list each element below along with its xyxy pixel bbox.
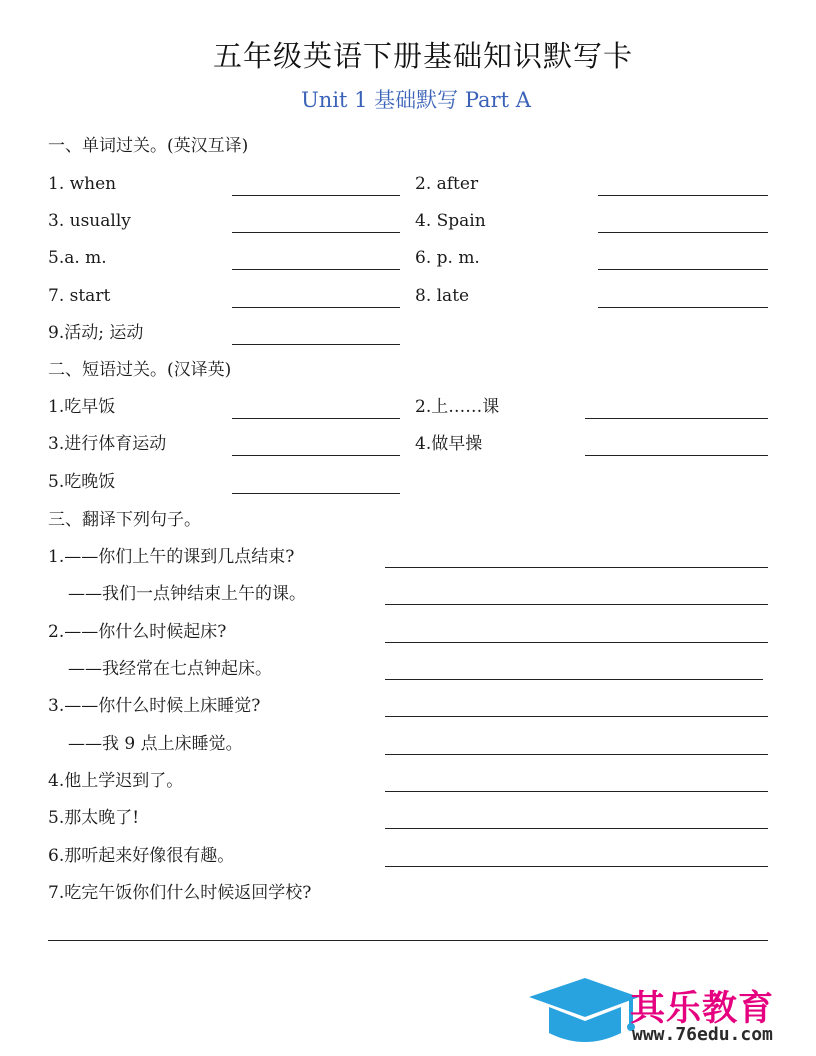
logo-url: www.76edu.com bbox=[632, 1024, 773, 1045]
answer-line[interactable] bbox=[232, 269, 400, 270]
phrase-item: 2.上……课 bbox=[415, 397, 500, 417]
word-item: 7. start bbox=[48, 286, 111, 306]
answer-line[interactable] bbox=[385, 679, 763, 680]
word-item: 2. after bbox=[415, 174, 479, 194]
sentence-item: ——我们一点钟结束上午的课。 bbox=[68, 584, 306, 604]
answer-line[interactable] bbox=[598, 232, 768, 233]
answer-line[interactable] bbox=[385, 567, 768, 568]
answer-line[interactable] bbox=[385, 791, 768, 792]
phrase-item: 3.进行体育运动 bbox=[48, 434, 167, 454]
word-item: 4. Spain bbox=[415, 211, 486, 231]
answer-line[interactable] bbox=[232, 455, 400, 456]
page-title: 五年级英语下册基础知识默写卡 bbox=[212, 39, 633, 73]
section-sentences-heading: 三、翻译下列句子。 bbox=[48, 510, 201, 530]
answer-line[interactable] bbox=[585, 455, 768, 456]
answer-line[interactable] bbox=[385, 604, 768, 605]
answer-line[interactable] bbox=[585, 418, 768, 419]
answer-line[interactable] bbox=[385, 716, 768, 717]
sentence-item: 2.——你什么时候起床? bbox=[48, 622, 227, 642]
sentence-item: ——我经常在七点钟起床。 bbox=[68, 659, 272, 679]
sentence-item: 7.吃完午饭你们什么时候返回学校? bbox=[48, 883, 312, 903]
sentence-item: ——我 9 点上床睡觉。 bbox=[68, 734, 243, 754]
word-item: 8. late bbox=[415, 286, 470, 306]
sentence-item: 5.那太晚了! bbox=[48, 808, 140, 828]
answer-line[interactable] bbox=[232, 307, 400, 308]
answer-line[interactable] bbox=[385, 866, 768, 867]
word-item: 6. p. m. bbox=[415, 248, 480, 268]
answer-line[interactable] bbox=[385, 754, 768, 755]
answer-line[interactable] bbox=[598, 307, 768, 308]
word-item: 1. when bbox=[48, 174, 117, 194]
answer-line[interactable] bbox=[232, 418, 400, 419]
word-item: 9.活动; 运动 bbox=[48, 323, 144, 343]
word-item: 5.a. m. bbox=[48, 248, 107, 268]
graduation-cap-icon bbox=[525, 975, 645, 1050]
answer-line[interactable] bbox=[232, 232, 400, 233]
phrase-item: 1.吃早饭 bbox=[48, 397, 116, 417]
phrase-item: 5.吃晚饭 bbox=[48, 472, 116, 492]
page-subtitle: Unit 1 基础默写 Part A bbox=[301, 88, 531, 112]
section-phrases-heading: 二、短语过关。(汉译英) bbox=[48, 360, 232, 380]
answer-line[interactable] bbox=[232, 344, 400, 345]
section-words-heading: 一、单词过关。(英汉互译) bbox=[48, 136, 249, 156]
word-item: 3. usually bbox=[48, 211, 131, 231]
sentence-item: 4.他上学迟到了。 bbox=[48, 771, 184, 791]
phrase-item: 4.做早操 bbox=[415, 434, 483, 454]
sentence-item: 6.那听起来好像很有趣。 bbox=[48, 846, 235, 866]
answer-line[interactable] bbox=[598, 269, 768, 270]
answer-line[interactable] bbox=[232, 195, 400, 196]
answer-line[interactable] bbox=[48, 940, 768, 941]
answer-line[interactable] bbox=[385, 642, 768, 643]
answer-line[interactable] bbox=[232, 493, 400, 494]
answer-line[interactable] bbox=[385, 828, 768, 829]
answer-line[interactable] bbox=[598, 195, 768, 196]
sentence-item: 3.——你什么时候上床睡觉? bbox=[48, 696, 261, 716]
logo-name: 其乐教育 bbox=[630, 989, 775, 1029]
sentence-item: 1.——你们上午的课到几点结束? bbox=[48, 547, 295, 567]
